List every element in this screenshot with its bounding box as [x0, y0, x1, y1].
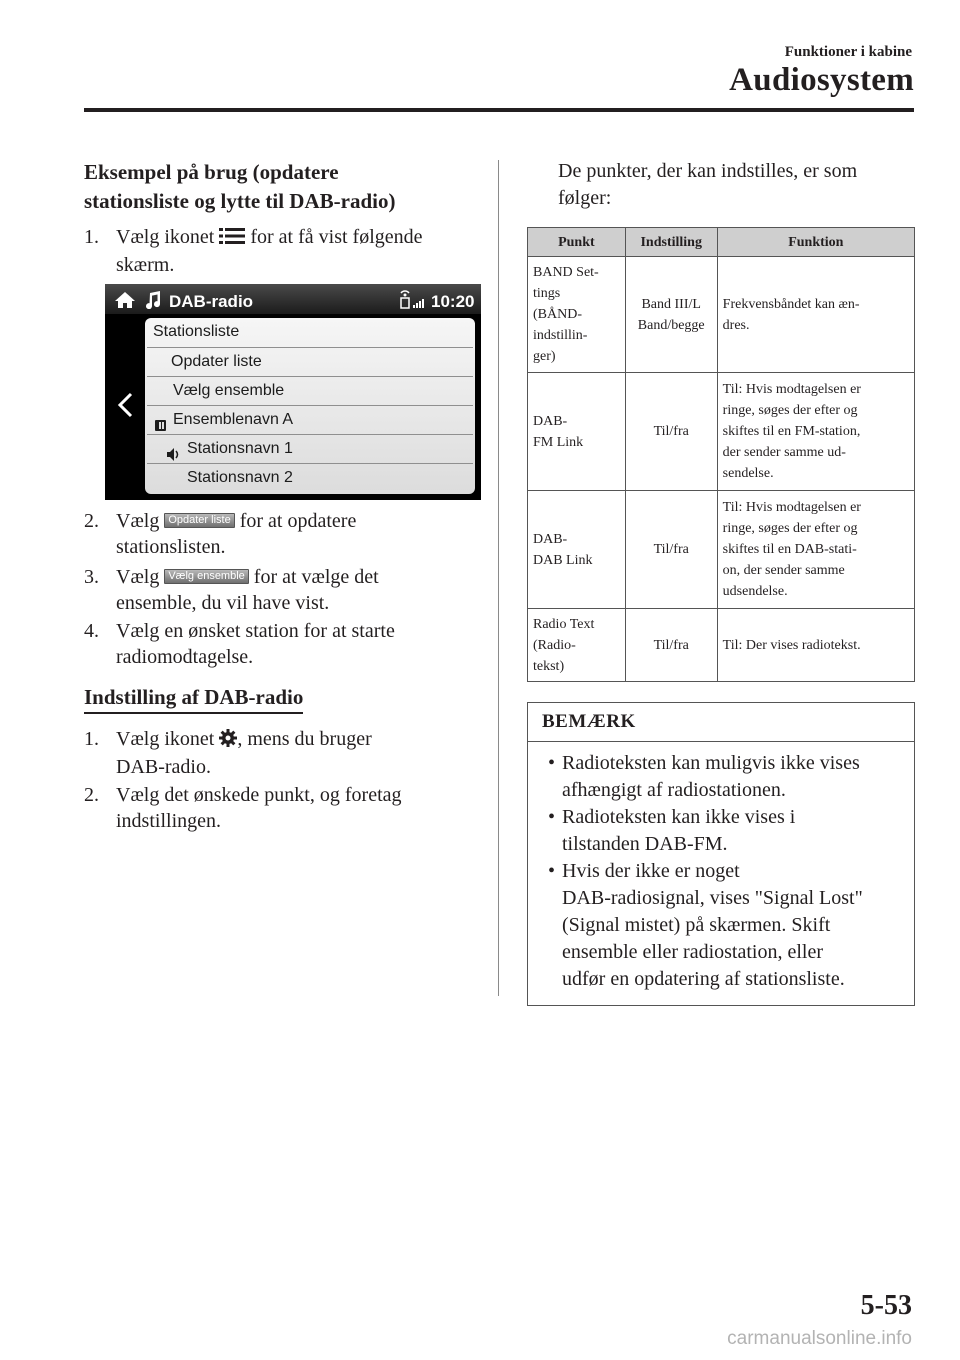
note-item [540, 858, 902, 993]
note-box [527, 702, 915, 1006]
table-cell: Frekvensbåndet kan æn- dres. [717, 257, 914, 373]
table-cell: Radio Text (Radio- tekst) [528, 609, 626, 682]
step-text: ensemble, du vil have vist. [116, 592, 330, 614]
screen-title: DAB-radio [169, 292, 254, 311]
example-heading-line1: Eksempel på brug (opdatere [84, 160, 339, 184]
list-item[interactable]: Stationsliste [153, 323, 240, 340]
update-list-button-label: Opdater liste [164, 513, 234, 528]
table-cell: Til: Hvis modtagelsen er ringe, søges der efter og skiftes til en FM-station, der sender samme ud- sendelse. [717, 373, 914, 491]
intro-line: De punkter, der kan indstilles, er som [558, 160, 858, 182]
intro-line: følger: [558, 187, 612, 209]
note-item [540, 804, 902, 858]
table-cell: Til/fra [625, 491, 717, 609]
bullet: • [548, 860, 556, 882]
table-row [528, 491, 915, 609]
note-body [528, 742, 914, 1005]
page-number: 5-53 [860, 1290, 912, 1321]
step-text: radiomodtagelse. [116, 646, 254, 668]
select-ensemble-button-label: Vælg ensemble [164, 569, 248, 584]
screen-clock: 10:20 [431, 292, 475, 311]
step-text: Vælg [116, 510, 160, 532]
table-cell: Band III/L Band/begge [625, 257, 717, 373]
page-title: Audiosystem [729, 62, 914, 98]
column-header: Funktion [717, 228, 914, 257]
step-text: skærm. [116, 254, 175, 276]
step-text: stationslisten. [116, 536, 226, 558]
gear-icon [219, 728, 237, 754]
back-arrow-icon[interactable] [117, 392, 133, 425]
bullet: • [548, 806, 556, 828]
step-text: Vælg ikonet [116, 728, 215, 750]
right-column [527, 158, 915, 1006]
step-number: 1. [84, 728, 99, 750]
note-item-text: Radioteksten kan ikke vises i tilstanden DAB-FM. [562, 806, 796, 855]
list-icon [219, 226, 245, 252]
table-cell: Til: Der vises radiotekst. [717, 609, 914, 682]
step-number: 4. [84, 620, 99, 642]
settings-step-1 [84, 726, 479, 780]
list-item[interactable]: Ensemblenavn A [147, 405, 473, 434]
note-title: BEMÆRK [528, 703, 914, 742]
list-item[interactable]: Stationsnavn 2 [147, 463, 473, 492]
step-2 [84, 508, 479, 560]
step-text: , mens du bruger [237, 728, 372, 750]
watermark: carmanualsonline.info [727, 1328, 912, 1349]
step-number: 3. [84, 566, 99, 588]
left-column [84, 158, 479, 834]
step-3 [84, 564, 479, 616]
note-item-text: Hvis der ikke er noget DAB-radiosignal, vises "Signal Lost" (Signal mistet) på skærmen. Skift ensemble eller radiostation, eller udfør en opdatering af stationsliste. [562, 860, 863, 990]
settings-step-2 [84, 782, 479, 834]
table-row [528, 373, 915, 491]
bullet: • [548, 752, 556, 774]
settings-intro [527, 158, 915, 212]
list-item[interactable]: Vælg ensemble [147, 376, 473, 405]
home-icon [114, 290, 136, 316]
table-cell: Til/fra [625, 373, 717, 491]
dab-radio-screen [105, 284, 481, 500]
step-text: indstillingen. [116, 810, 221, 832]
table-cell: Til: Hvis modtagelsen er ringe, søges der efter og skiftes til en DAB-stati- on, der sender samme udsendelse. [717, 491, 914, 609]
step-text: for at opdatere [239, 510, 357, 532]
step-number: 2. [84, 510, 99, 532]
table-row [528, 609, 915, 682]
list-item[interactable]: Stationsnavn 1 [147, 434, 473, 463]
note-item [540, 750, 902, 804]
step-text: for at vælge det [253, 566, 379, 588]
step-text: Vælg det ønskede punkt, og foretag [116, 784, 402, 806]
step-text: Vælg [116, 566, 160, 588]
table-cell: Til/fra [625, 609, 717, 682]
step-text: Vælg ikonet [116, 226, 215, 248]
section-label: Funktioner i kabine [784, 44, 912, 60]
list-item[interactable]: Opdater liste [147, 347, 473, 376]
step-text: Vælg en ønsket station for at starte [116, 620, 395, 642]
step-number: 2. [84, 784, 99, 806]
table-cell: DAB- FM Link [528, 373, 626, 491]
settings-heading: Indstilling af DAB-radio [84, 684, 303, 714]
column-header: Punkt [528, 228, 626, 257]
step-1 [84, 224, 479, 278]
signal-icon [395, 288, 427, 317]
column-header: Indstilling [625, 228, 717, 257]
music-note-icon [145, 290, 161, 316]
step-number: 1. [84, 226, 99, 248]
step-text: DAB-radio. [116, 756, 211, 778]
example-heading [84, 158, 479, 216]
settings-table [527, 227, 915, 682]
table-header-row [528, 228, 915, 257]
note-item-text: Radioteksten kan muligvis ikke vises afhængigt af radiostationen. [562, 752, 860, 801]
header-rule [84, 108, 914, 112]
table-cell: DAB- DAB Link [528, 491, 626, 609]
column-divider [498, 160, 499, 996]
step-4 [84, 618, 479, 670]
table-cell: BAND Set- tings (BÅND- indstillin- ger) [528, 257, 626, 373]
step-text: for at få vist følgende [250, 226, 423, 248]
example-heading-line2: stationsliste og lytte til DAB-radio) [84, 189, 396, 213]
table-row [528, 257, 915, 373]
